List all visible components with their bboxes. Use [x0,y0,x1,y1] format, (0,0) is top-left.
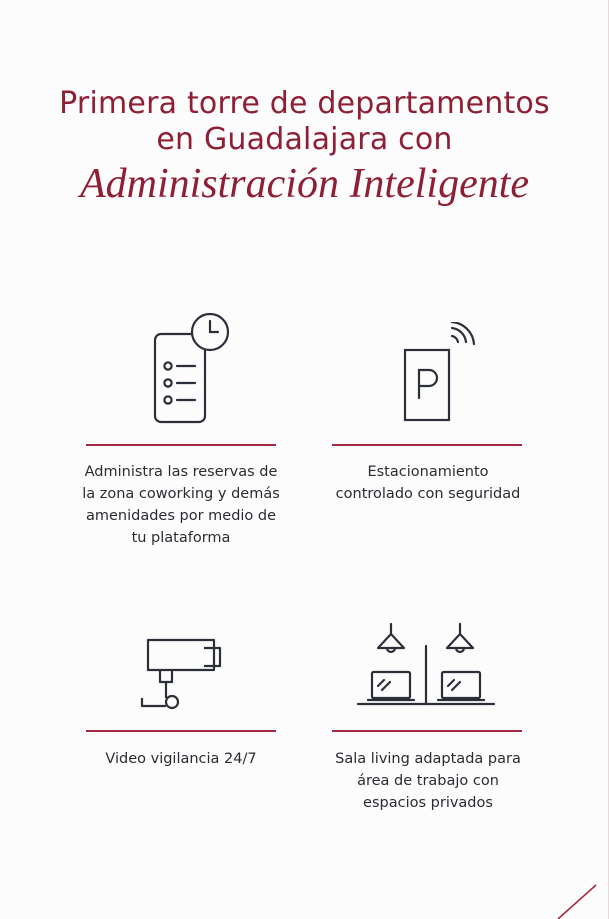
corner-accent-decoration [538,879,608,919]
parking-sensor-icon [400,322,480,426]
feature-1-caption: Administra las reservas de la zona coworking y demás amenidades por medio de tu plataforma [82,464,280,546]
headline [0,86,609,208]
headline-script-line: Administración Inteligente [79,161,530,207]
divider-feature-1 [86,444,276,446]
divider-feature-2 [332,444,522,446]
phone-reservations-icon [150,308,234,426]
security-camera-icon [138,636,228,716]
headline-line-1: Primera torre de departamentos [59,86,550,121]
coworking-desks-icon [356,620,496,708]
feature-4-caption: Sala living adaptada para área de trabajo con espacios privados [335,751,521,811]
feature-3-caption: Video vigilancia 24/7 [105,751,257,767]
divider-feature-3 [86,730,276,732]
divider-feature-4 [332,730,522,732]
headline-line-2: en Guadalajara con [156,122,453,157]
feature-2-caption: Estacionamiento controlado con seguridad [335,464,521,502]
